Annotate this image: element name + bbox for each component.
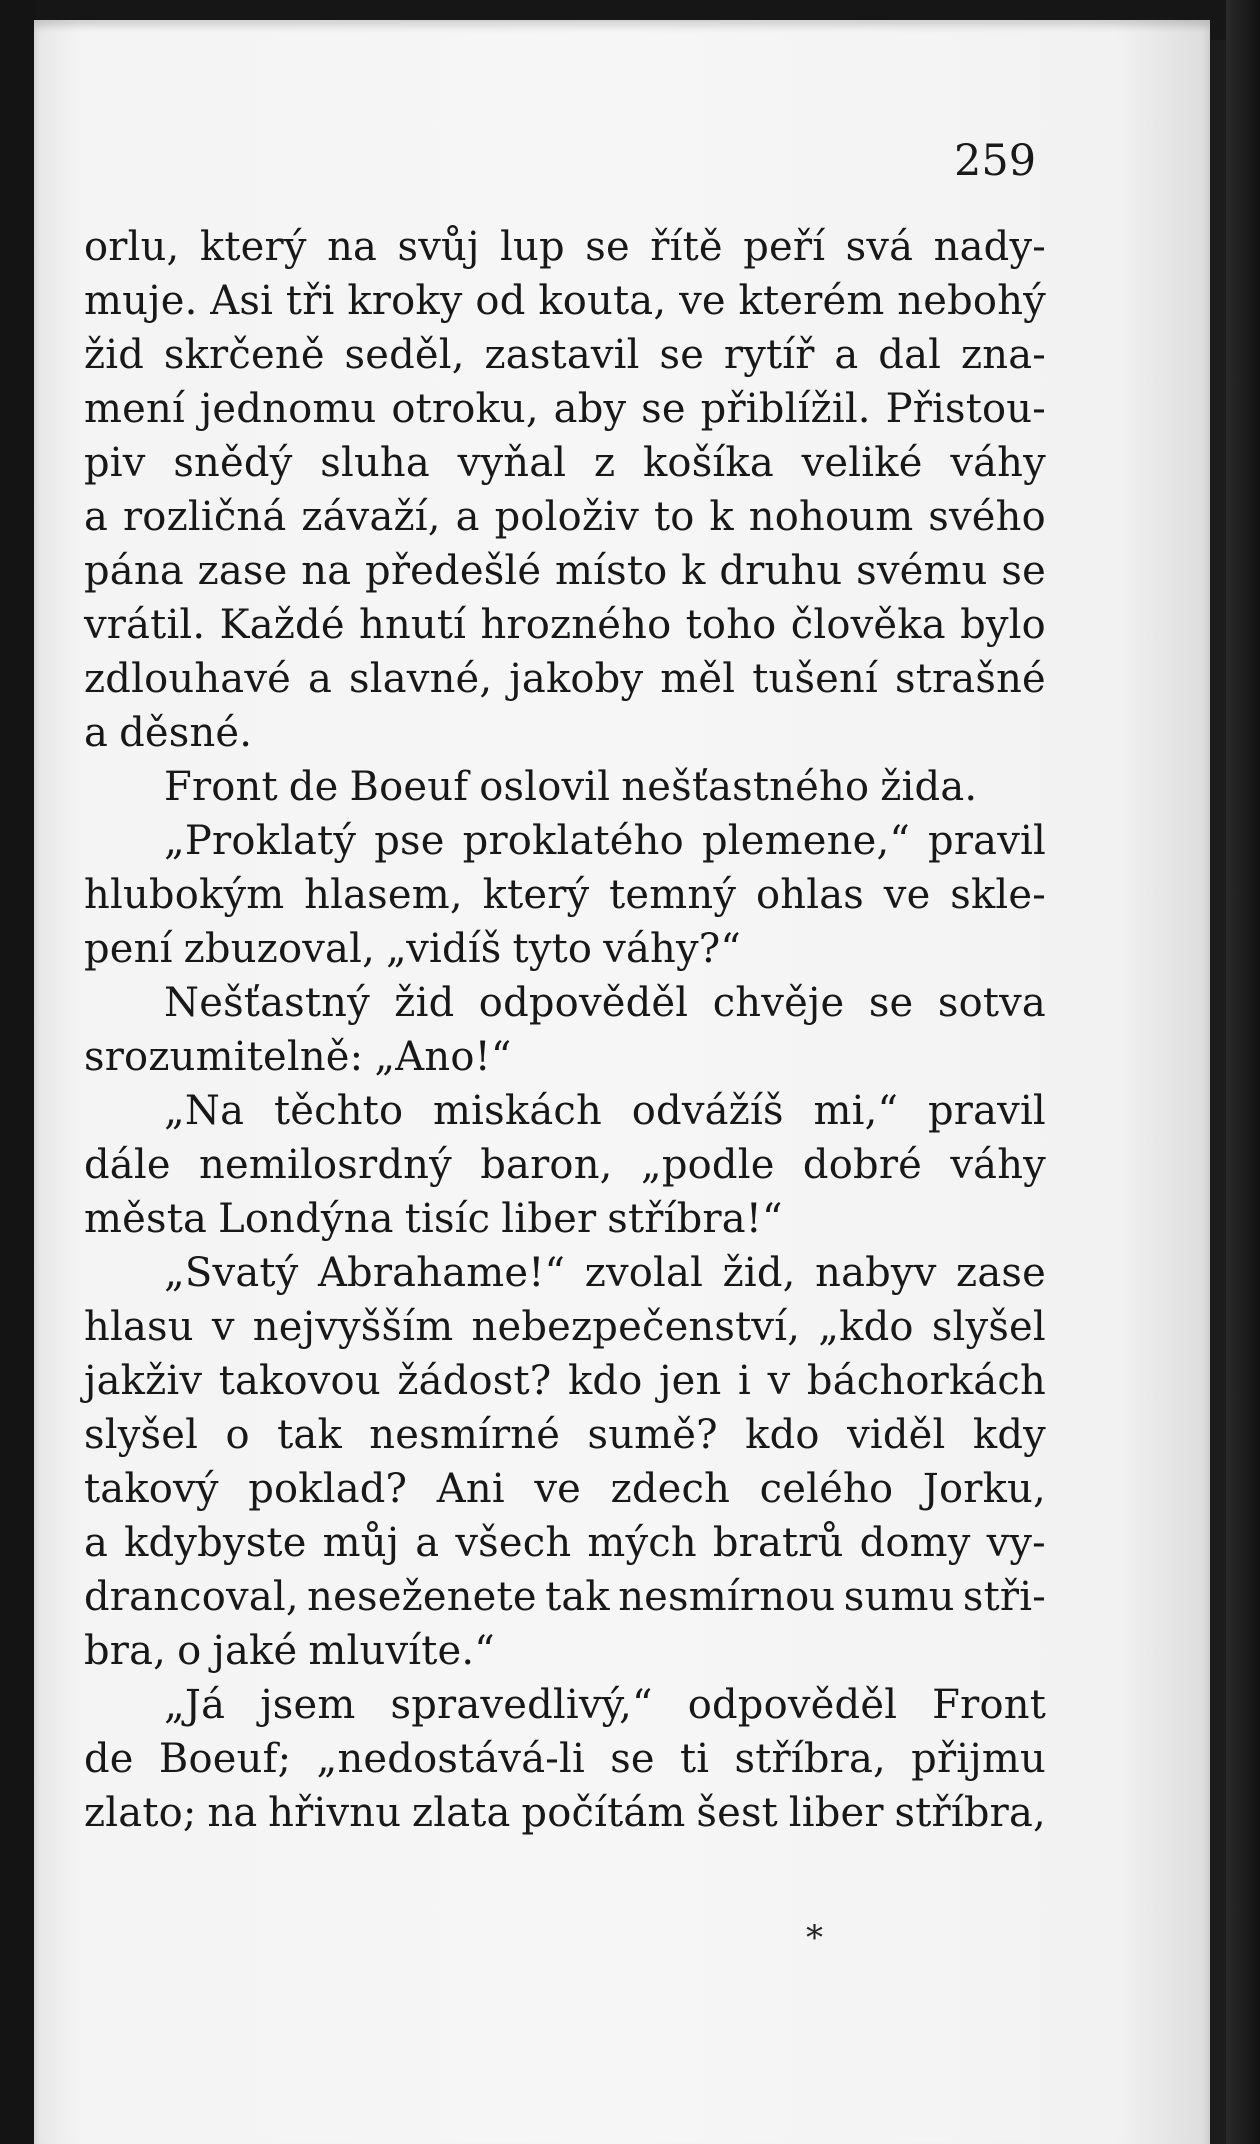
word: pení [84,926,173,972]
word: tušení [752,656,879,702]
word: počítám [521,1790,686,1836]
word: váhy?“ [603,926,742,972]
word: stříbra, [894,1790,1046,1836]
word: kdo [567,1358,643,1404]
word: ve [534,1466,582,1512]
word: pravil [927,1088,1046,1134]
word: člověka [790,602,946,648]
word: hnutí [359,602,467,648]
text-line [84,922,1046,976]
word: který [482,872,590,918]
word: to [653,494,695,540]
word: peří [743,224,826,270]
word: na [301,548,352,594]
word: a [415,1520,440,1566]
word: rozličná [122,494,287,540]
word: miskách [433,1088,602,1134]
word: váhy [950,1142,1046,1188]
word: zastavil [484,332,640,378]
text-line [84,1786,1046,1840]
word: sumu [843,1574,955,1620]
text-line [84,490,1046,544]
word: pse [374,818,445,864]
word: který [199,224,307,270]
word: takovou [218,1358,381,1404]
word: hrozného [480,602,672,648]
word: nohoum [748,494,914,540]
word: bra, [84,1628,167,1674]
word: váhy [950,440,1046,486]
word: města [84,1196,208,1242]
word: nešťastného [621,764,870,810]
word: vyňal [457,440,567,486]
word: druhu [719,548,843,594]
word: nemilosrdný [199,1142,452,1188]
word: stři- [962,1574,1046,1620]
word: „Na [164,1088,245,1134]
word: „Proklatý [164,818,357,864]
word: tři [285,278,335,324]
word: nabyv [815,1250,937,1296]
word: z [593,440,616,486]
word: „kdo [818,1304,914,1350]
word: rytíř [723,332,815,378]
word: odvážíš [631,1088,784,1134]
word: se [585,224,630,270]
word: děsné. [119,710,253,756]
text-line [84,1408,1046,1462]
word: k [709,494,734,540]
word: orlu, [84,224,180,270]
word: se [610,1736,655,1782]
word: de [288,764,339,810]
text-line [84,598,1046,652]
word: k [681,548,706,594]
word: jaké [212,1628,298,1674]
word: „vidíš [386,926,502,972]
text-line [84,760,1046,814]
word: chvěje [712,980,845,1026]
word: o [177,1628,202,1674]
word: místo [555,548,668,594]
word: i [738,1358,752,1404]
word: liber [501,1196,597,1242]
word: zlata [411,1790,511,1836]
word: žid [84,332,145,378]
word: drancoval, [84,1574,299,1620]
scan-right-edge [1226,0,1260,2144]
word: mých [587,1520,697,1566]
word: přijmu [911,1736,1046,1782]
word: dobré [802,1142,923,1188]
word: hlubokým [84,872,285,918]
text-line [84,1030,1046,1084]
word: stříbra, [734,1736,886,1782]
word: se [1001,548,1046,594]
text-line [84,1624,1046,1678]
word: o [225,1412,250,1458]
word: dal [878,332,942,378]
text-line [84,1192,1046,1246]
text-line [84,1732,1046,1786]
word: zdech [610,1466,731,1512]
text-line [84,328,1046,382]
word: tisíc [404,1196,491,1242]
word: liber [788,1790,884,1836]
word: hlasu [84,1304,194,1350]
word: na [207,1790,258,1836]
word: jednomu [199,386,377,432]
word: Londýna [218,1196,394,1242]
word: „Já [164,1682,226,1728]
word: od [475,278,526,324]
word: takový [84,1466,219,1512]
word: mi,“ [813,1088,899,1134]
word: hřivnu [268,1790,402,1836]
word: košíka [642,440,774,486]
word: položiv [494,494,640,540]
word: žid, [722,1250,796,1296]
word: pravil [928,818,1046,864]
word: aby [553,386,627,432]
word: tak [545,1574,610,1620]
word: Každé [219,602,345,648]
text-line [84,1516,1046,1570]
word: přiblížil. [700,386,871,432]
word: v [767,1358,791,1404]
word: nady- [933,224,1046,270]
text-line [84,814,1046,868]
word: se [659,332,705,378]
word: hlasem, [304,872,463,918]
word: spravedlivý,“ [390,1682,653,1728]
word: nesmírnou [618,1574,836,1620]
word: sumě? [587,1412,718,1458]
page-number: 259 [954,136,1037,186]
word: toho [685,602,777,648]
word: kroky [347,278,463,324]
word: proklatého [462,818,684,864]
text-line [84,382,1046,436]
word: jsem [260,1682,356,1728]
word: Nešťastný [164,980,370,1026]
text-line [84,220,1046,274]
word: nebezpečenství, [471,1304,801,1350]
word: nesmírné [369,1412,561,1458]
word: všech [455,1520,572,1566]
word: oslovil [479,764,611,810]
word: tyto [512,926,593,972]
word: svému [856,548,988,594]
word: Asi [210,278,274,324]
text-line [84,544,1046,598]
word: nebohý [897,278,1046,324]
word: plemene,“ [701,818,911,864]
word: celého [759,1466,894,1512]
text-line [84,1678,1046,1732]
word: svá [845,224,914,270]
word: „nedostává-li [316,1736,585,1782]
word: a [834,332,859,378]
word: vy- [986,1520,1046,1566]
word: sluha [320,440,430,486]
word: jakoby [509,656,644,702]
text-line [84,976,1046,1030]
text-line [84,1138,1046,1192]
word: mení [84,386,185,432]
word: viděl [847,1412,946,1458]
text-line [84,652,1046,706]
word: Front [932,1682,1046,1728]
word: zbuzoval, [183,926,375,972]
word: stříbra!“ [607,1196,783,1242]
word: skrčeně [163,332,325,378]
word: Boeuf [349,764,469,810]
text-line [84,274,1046,328]
word: a [84,1520,109,1566]
word: ve [883,872,931,918]
word: a [455,494,480,540]
word: Ani [436,1466,505,1512]
signature-mark: * [806,1918,823,1958]
text-line [84,1354,1046,1408]
word: slyšel [84,1412,199,1458]
word: „Svatý [164,1250,299,1296]
word: můj [322,1520,400,1566]
word: odpověděl [478,980,689,1026]
word: svůj [397,224,480,270]
word: ve [679,278,726,324]
word: kdybyste [124,1520,307,1566]
text-line [84,1462,1046,1516]
word: slavné, [349,656,493,702]
word: „podle [640,1142,775,1188]
word: žádost? [397,1358,552,1404]
word: domy [859,1520,971,1566]
word: muje. [84,278,198,324]
word: kdo [745,1412,820,1458]
word: lup [500,224,565,270]
word: zlato; [84,1790,197,1836]
word: temný [609,872,737,918]
text-line [84,1246,1046,1300]
text-line [84,1300,1046,1354]
word: nejvyšším [252,1304,454,1350]
word: vrátil. [84,602,206,648]
word: zase [197,548,288,594]
word: ohlas [755,872,864,918]
text-line [84,1084,1046,1138]
word: zvolal [584,1250,704,1296]
word: měl [660,656,736,702]
word: dále [84,1142,171,1188]
word: kterém [738,278,885,324]
word: zdlouhavé [84,656,291,702]
word: žida. [880,764,978,810]
word: zase [956,1250,1046,1296]
word: slyšel [931,1304,1046,1350]
word: snědý [173,440,293,486]
word: se [868,980,914,1026]
word: Abrahame!“ [317,1250,566,1296]
text-line [84,1570,1046,1624]
word: báchorkách [806,1358,1046,1404]
word: strašné [894,656,1046,702]
word: odpověděl [687,1682,898,1728]
text-line [84,868,1046,922]
body-text [84,220,1046,1840]
word: seděl, [344,332,465,378]
word: na [327,224,378,270]
word: veliké [801,440,923,486]
word: sotva [937,980,1046,1026]
word: a [84,494,109,540]
word: otroku, [391,386,539,432]
word: šest [696,1790,778,1836]
word: se [641,386,686,432]
word: zna- [960,332,1046,378]
word: těchto [273,1088,404,1134]
book-page [34,20,1210,2144]
word: neseženete [307,1574,537,1620]
word: svého [928,494,1046,540]
word: poklad? [248,1466,408,1512]
word: bratrů [712,1520,844,1566]
word: a [307,656,333,702]
word: kdy [972,1412,1046,1458]
word: závaží, [301,494,441,540]
text-line [84,436,1046,490]
word: „Ano!“ [374,1034,512,1080]
word: de [84,1736,134,1782]
word: mluvíte.“ [308,1628,495,1674]
word: baron, [480,1142,613,1188]
word: srozumitelně: [84,1034,364,1080]
word: sklе- [950,872,1046,918]
word: Front [164,764,278,810]
word: jen [659,1358,722,1404]
word: a [84,710,109,756]
word: Přistou- [885,386,1046,432]
word: žid [394,980,455,1026]
word: v [211,1304,235,1350]
word: piv [84,440,146,486]
word: pána [84,548,184,594]
word: Boeuf; [158,1736,292,1782]
scan-left-edge [0,0,36,2144]
word: ti [680,1736,710,1782]
word: předešlé [365,548,542,594]
word: tak [277,1412,342,1458]
word: jakživ [84,1358,203,1404]
word: kouta, [538,278,667,324]
word: Jorku, [922,1466,1046,1512]
word: bylo [960,602,1046,648]
word: řítě [650,224,723,270]
text-line [84,706,1046,760]
